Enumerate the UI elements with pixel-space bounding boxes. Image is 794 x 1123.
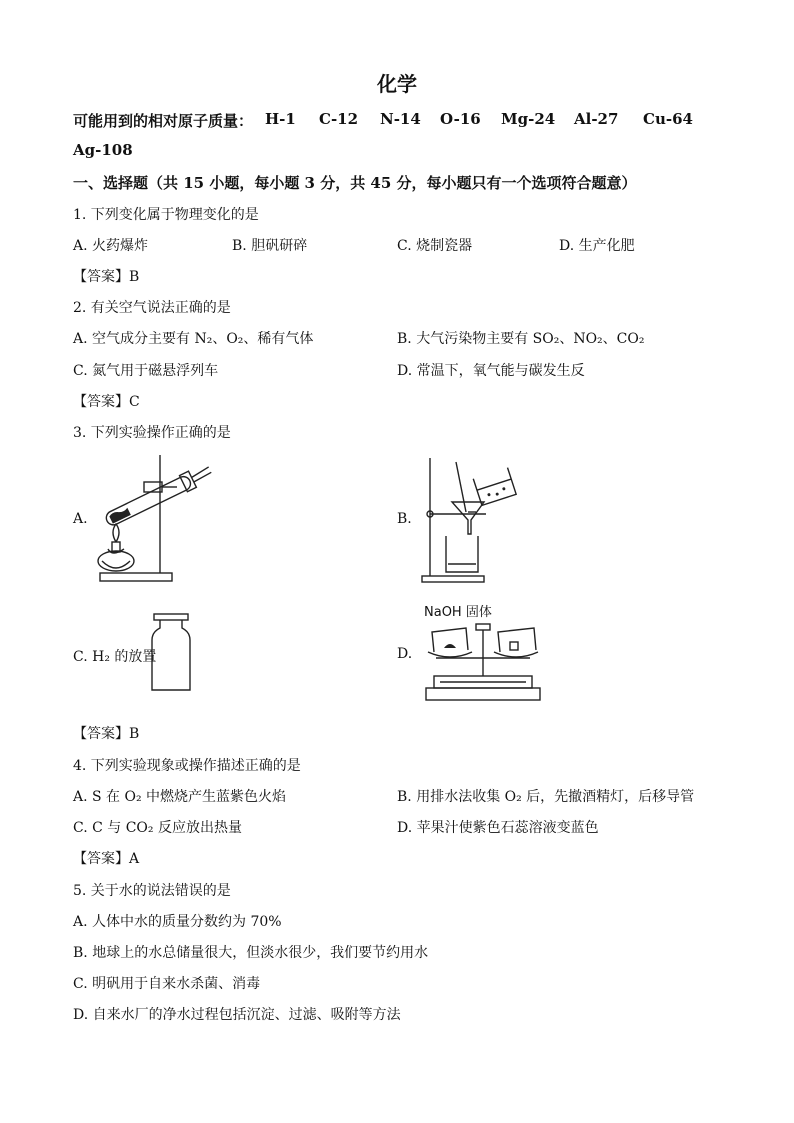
q3-option-d: D. bbox=[397, 646, 413, 662]
q3-option-c: C. H₂ 的放置 bbox=[73, 649, 157, 665]
q5-stem: 5. 关于水的说法错误的是 bbox=[73, 883, 231, 899]
atomic-mass-al: Al-27 bbox=[574, 110, 619, 128]
atomic-mass-o: O-16 bbox=[440, 110, 481, 128]
q3-option-b: B. bbox=[397, 511, 412, 527]
q2-option-a: A. 空气成分主要有 N₂、O₂、稀有气体 bbox=[73, 331, 314, 347]
q4-option-c: C. C 与 CO₂ 反应放出热量 bbox=[73, 820, 242, 836]
figure-d-balance bbox=[418, 620, 548, 702]
q2-option-c: C. 氮气用于磁悬浮列车 bbox=[73, 363, 219, 379]
q1-option-b: B. 胆矾研碎 bbox=[232, 238, 308, 254]
q3-answer-value: B bbox=[129, 726, 140, 742]
atomic-mass-c: C-12 bbox=[319, 110, 359, 128]
q5-option-b: B. 地球上的水总储量很大，但淡水很少，我们要节约用水 bbox=[73, 945, 429, 961]
q1-answer-value: B bbox=[129, 269, 140, 285]
q3-stem: 3. 下列实验操作正确的是 bbox=[73, 425, 231, 441]
q2-answer bbox=[73, 391, 140, 411]
q1-option-a: A. 火药爆炸 bbox=[73, 238, 149, 254]
figure-b-filtration bbox=[416, 454, 526, 584]
q1-stem: 1. 下列变化属于物理变化的是 bbox=[73, 207, 259, 223]
page-title: 化学 bbox=[377, 72, 417, 96]
answer-tag: 【答案】 bbox=[73, 269, 129, 285]
q5-option-d: D. 自来水厂的净水过程包括沉淀、过滤、吸附等方法 bbox=[73, 1007, 401, 1023]
section-heading: 一、选择题（共 15 小题，每小题 3 分，共 45 分，每小题只有一个选项符合题意） bbox=[73, 174, 637, 192]
q1-option-d: D. 生产化肥 bbox=[559, 238, 635, 254]
q5-option-a: A. 人体中水的质量分数约为 70% bbox=[73, 914, 282, 930]
atomic-mass-mg: Mg-24 bbox=[501, 110, 556, 128]
figure-a-heating-tube bbox=[92, 449, 222, 584]
atomic-mass-label: 可能用到的相对原子质量： bbox=[73, 112, 254, 130]
atomic-mass-ag: Ag-108 bbox=[73, 141, 133, 159]
q5-option-c: C. 明矾用于自来水杀菌、消毒 bbox=[73, 976, 261, 992]
answer-tag: 【答案】 bbox=[73, 726, 129, 742]
atomic-mass-cu: Cu-64 bbox=[643, 110, 693, 128]
q2-answer-value: C bbox=[129, 394, 140, 410]
figure-c-gas-bottle bbox=[148, 612, 194, 692]
q3-answer bbox=[73, 723, 139, 743]
q3-option-a: A. bbox=[73, 511, 88, 527]
q2-option-b: B. 大气污染物主要有 SO₂、NO₂、CO₂ bbox=[397, 331, 645, 347]
answer-tag: 【答案】 bbox=[73, 851, 129, 867]
atomic-mass-line bbox=[0, 110, 794, 159]
q1-answer bbox=[73, 266, 139, 286]
q4-option-d: D. 苹果汁使紫色石蕊溶液变蓝色 bbox=[397, 820, 599, 836]
answer-tag: 【答案】 bbox=[73, 394, 129, 410]
atomic-mass-h: H-1 bbox=[265, 110, 296, 128]
q2-stem: 2. 有关空气说法正确的是 bbox=[73, 300, 231, 316]
q2-option-d: D. 常温下，氧气能与碳发生反 bbox=[397, 363, 585, 379]
q4-answer bbox=[73, 848, 139, 868]
q4-answer-value: A bbox=[129, 851, 140, 867]
q4-option-a: A. S 在 O₂ 中燃烧产生蓝紫色火焰 bbox=[73, 789, 287, 805]
atomic-mass-n: N-14 bbox=[380, 110, 421, 128]
naoh-label: NaOH 固体 bbox=[424, 605, 492, 620]
q4-option-b: B. 用排水法收集 O₂ 后，先撤酒精灯，后移导管 bbox=[397, 789, 695, 805]
q1-option-c: C. 烧制瓷器 bbox=[397, 238, 473, 254]
q4-stem: 4. 下列实验现象或操作描述正确的是 bbox=[73, 758, 301, 774]
